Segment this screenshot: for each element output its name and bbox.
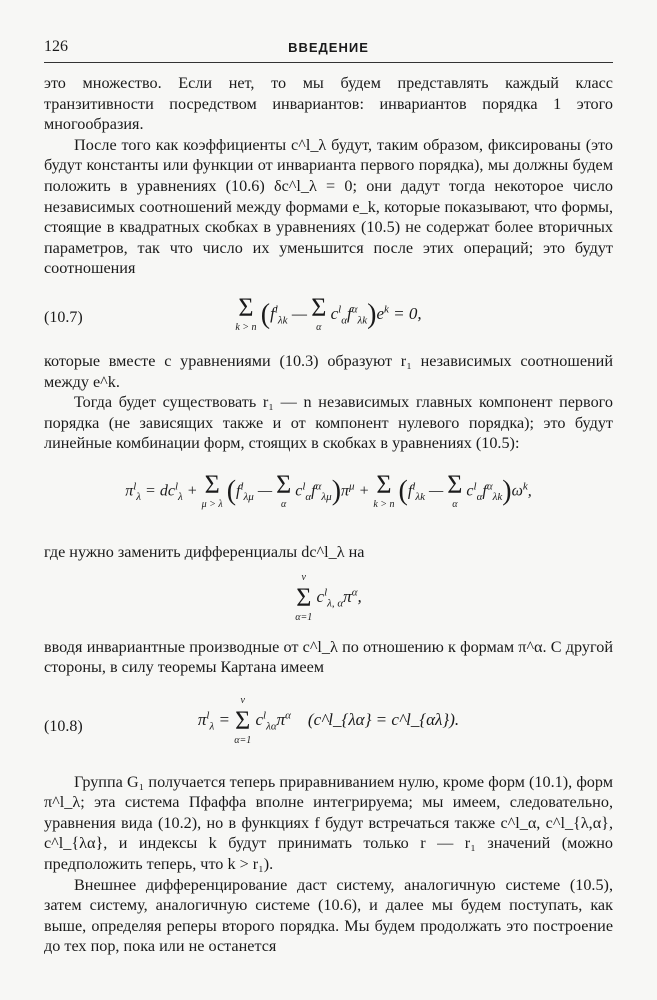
paragraph-3: которые вместе с уравнениями (10.3) образуют r₁ независимых соотношений между e^k. (44, 351, 613, 391)
paragraph-7: Группа G₁ получается теперь приравниванием нулю, кроме форм (10.1), форм π^l_λ; эта система Пфаффа вполне интегрируема; мы имеем, следовательно, уравнения вида (10.2), но в функциях f будут встречаться также c^l_α, c^l_{λ,α}, c^l_{λα}, и индексы k будут принимать только r — r₁ значений (можно предположить теперь, что k > r₁). (44, 772, 613, 874)
equation-body: $\pi^l_\lambda = dc^l_\lambda$ + Σ μ > λ ($f^l_{\lambda\mu}$ — Σ α $c^l_\alpha f^\alpha_{\lambda\mu})\pi^\mu$ + Σ k > n ($f^l_{\lambda k}$ — Σ α $c^l_\alpha f^\alpha_{\lambda k})\omega^k$, (125, 469, 532, 510)
running-head: ВВЕДЕНИЕ (288, 40, 369, 55)
equation-condition: (c^l_{λα} = c^l_{αλ}). (307, 709, 460, 729)
page-header (44, 38, 613, 63)
equation-body: Σ k > n ($f^l_{\lambda k}$ — Σ α $c^l_\alpha f^\alpha_{\lambda k})e^k = 0$, (235, 292, 422, 333)
equation-10-8 (44, 688, 613, 762)
page (44, 38, 613, 957)
page-number: 126 (44, 38, 68, 55)
equation-10-7 (44, 287, 613, 351)
equation-label: (10.8) (44, 717, 83, 735)
paragraph-5: где нужно заменить дифференциалы dc^l_λ на (44, 542, 365, 561)
paragraph-1: это множество. Если нет, то мы будем представлять каждый класс транзитивности посредством инвариантов: инвариантов порядка 1 этого многообразия. (44, 74, 613, 134)
equation-pi (44, 460, 613, 538)
equation-body: $\pi^l_\lambda$ = ν Σ α=1 $c^l_{\lambda\alpha}\pi^\alpha$ (c^l_{λα} = c^l_{αλ}). (197, 694, 460, 746)
equation-sum (44, 567, 613, 637)
paragraph-8: Внешнее дифференцирование даст систему, аналогичную системе (10.5), затем систему, аналогичную системе (10.6), и далее мы будем поступать, как выше, определяя реперы второго порядка. Мы будем продолжать это построение до тех пор, пока или не останется (44, 875, 613, 956)
equation-label: (10.7) (44, 308, 83, 326)
equation-body: ν Σ α=1 $c^l_{\lambda, \alpha}\pi^\alpha$, (295, 571, 362, 623)
paragraph-2: После того как коэффициенты c^l_λ будут, таким образом, фиксированы (это будут константы или функции от инварианта первого порядка), мы должны будем положить в уравнениях (10.6) δc^l_λ = 0; они дадут тогда некоторое число независимых соотношений между формами e_k, которые показывают, что формы, стоящие в квадратных скобках в уравнениях (10.5) не содержат более вторичных параметров, так что число их уменьшится после этих операций; это будут соотношения (44, 135, 613, 278)
paragraph-4: Тогда будет существовать r₁ — n независимых главных компонент первого порядка (не зависящих также и от компонент нулевого порядка); это будут линейные комбинации форм, стоящих в скобках в уравнениях (10.5): (44, 393, 613, 453)
paragraph-6: вводя инвариантные производные от c^l_λ по отношению к формам π^α. С другой стороны, в силу теоремы Картана имеем (44, 637, 613, 677)
